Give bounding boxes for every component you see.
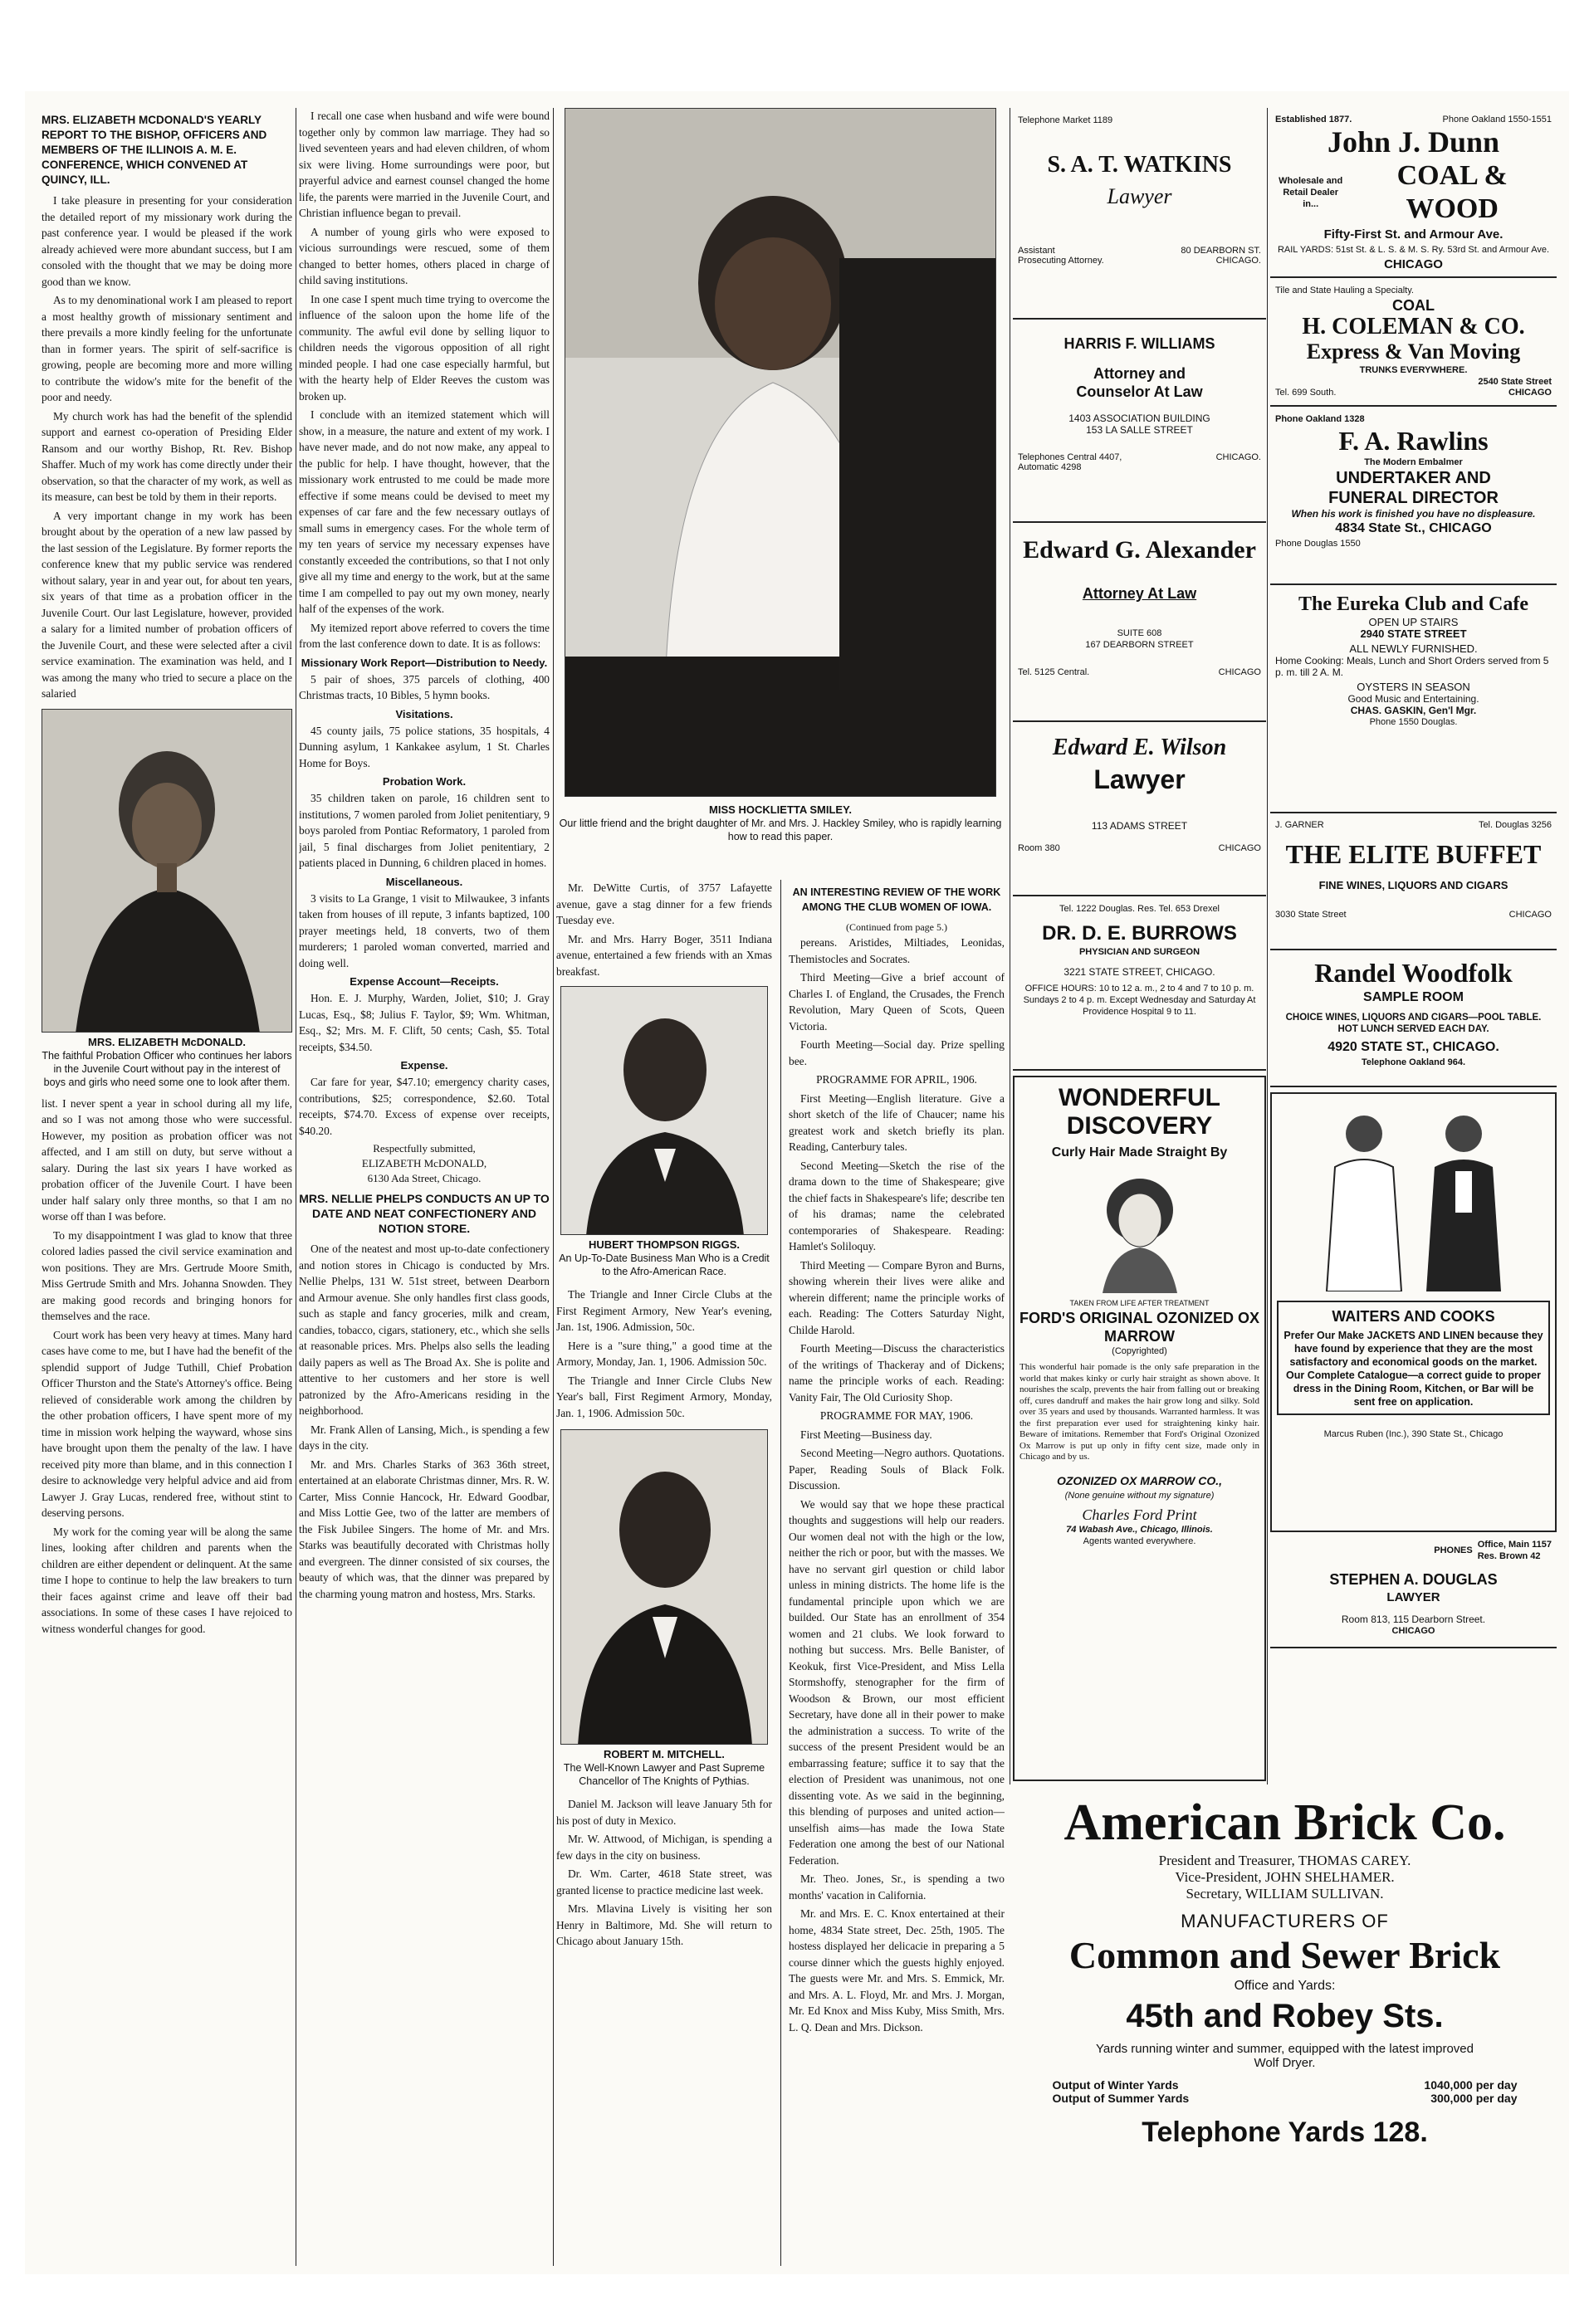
ad-city: CHICAGO xyxy=(1384,257,1443,271)
ad-signature: Charles Ford Print xyxy=(1082,1506,1197,1523)
ad-body: Prefer Our Make JACKETS AND LINEN because they have found by experience that they are the most satisfactory and economical goods on the market. Our Complete Catalogue—a correct guide to proper dress in the Dining Room, Kitchen, or Bar will be sent free on application. xyxy=(1284,1330,1543,1408)
caption-name: ROBERT M. MITCHELL. xyxy=(604,1748,725,1760)
ad-phone: Office, Main 1157 xyxy=(1477,1540,1552,1550)
ad-product: FORD'S ORIGINAL OZONIZED OX MARROW xyxy=(1019,1310,1259,1345)
ad-text: CHICAGO xyxy=(1508,388,1552,398)
paragraph: To my disappointment I was glad to know that three colored ladies passed the civil service examination and won positions. They are Mrs. Gertrude Moore Smith, Miss Gertrude Smith and Mrs. Johanna Snowden. They are making good records and bringing honors for themselves and the race. xyxy=(42,1228,292,1322)
ad-officer: Vice-President, JOHN SHELHAMER. xyxy=(1175,1869,1395,1885)
caption-name: MRS. ELIZABETH McDONALD. xyxy=(88,1035,246,1048)
ad-text: PHONES xyxy=(1434,1545,1473,1555)
ad-name: THE ELITE BUFFET xyxy=(1285,839,1542,869)
caption-name: HUBERT THOMPSON RIGGS. xyxy=(588,1238,740,1251)
ad-row xyxy=(1275,115,1552,124)
ad-caption: Agents wanted everywhere. xyxy=(1083,1536,1196,1546)
paragraph: We would say that we hope these practical thoughts and suggestions will help our readers. Our women deal not with the high or the low, neither the rich or poor, but with the masses. We have no servant girl question or child labor unless in mining districts. The home life is the fundamental principle upon which we are builded. Our State has an enrollment of 354 women and 21 clubs. We look forward to nothing but success. Mrs. Belle Banister, of Keokuk, first Vice-President, and Miss Lella Stormshoffy, stenographer for the firm of Woodson & Brown, our most efficient Secretary, have done all in their power to make the administration a success. To write of the success of the present President would be an embarrassing feature; suffice it to say that the election of President was unanimous, not one dissenting vote. As we said in the beginning, this blending of purposes and united action—unselfish aims—has made the Iowa State Federation one among the best of our National Federation. xyxy=(789,1497,1005,1867)
ad-text: OYSTERS IN SEASON xyxy=(1357,681,1470,693)
ad-address: 113 ADAMS STREET xyxy=(1091,820,1188,832)
ad-title: LAWYER xyxy=(1386,1590,1440,1604)
column-rule xyxy=(553,108,554,2266)
ad-phone: Telephone Oakland 964. xyxy=(1361,1057,1466,1067)
ad-text: CHICAGO xyxy=(1508,910,1552,920)
receipts-title: Expense Account—Receipts. xyxy=(350,975,499,988)
paragraph: Mrs. Mlavina Lively is visiting her son Henry in Baltimore, Md. She will return to Chicago about January 15th. xyxy=(556,1902,772,1947)
paragraph: Mr. W. Attwood, of Michigan, is spending a few days in the city on business. xyxy=(556,1833,772,1862)
watkins-ad xyxy=(1013,108,1266,320)
ad-phone: Tel. 1222 Douglas. Res. Tel. 653 Drexel xyxy=(1059,904,1220,914)
ad-product: COAL xyxy=(1392,297,1435,314)
paragraph: One of the neatest and most up-to-date confectionery and notion stores in Chicago is conducted by Mrs. Nellie Phelps, 131 W. 51st street, between Dearborn and Armour avenue. She only handles first class goods, such as staple and fancy groceries, milk and cream, candies, tobacco, cigars, stationery, etc., which she sells at reasonable prices. Mrs. Phelps also sells the leading daily papers as well as The Broad Ax. She is polite and attentive to her customers and her store is well patronized by the Afro-Americans residing in the neighborhood. xyxy=(299,1243,550,1417)
ford-ox-marrow-ad xyxy=(1013,1076,1266,1781)
paragraph: I recall one case when husband and wife were bound together only by common law marriage. They had so lived seventeen years and had eleven children, of whom six were living. Home surroundings were poor, but prayerful advice and earnest counsel changed the home life, the parents were married in the Juvenile Court, and Christian influence began to prevail. xyxy=(299,110,550,219)
ad-address: 45th and Robey Sts. xyxy=(1126,1998,1444,2034)
ad-address: 153 LA SALLE STREET xyxy=(1086,424,1193,436)
report-title: Missionary Work Report—Distribution to Needy. xyxy=(301,656,548,669)
ad-text: Room 380 xyxy=(1018,843,1060,853)
paragraph: I conclude with an itemized statement which will show, in a measure, the nature and extent of my work. I have never made, and do not now make, any appeal to the public for help. I have thought, however, that the missionary work entrusted to me could be made more effective if some means could be devised to meet my expenses of car fare and the few necessary outlays of small sums in emergency cases. For the whole term of my ten years of service my necessary expenses have constantly exceeded the contributions, so that I not only give all my time and energy to the work, but at the same time I am compelled to pay out my own money, nearly half of the expenses of the work. xyxy=(299,408,550,615)
ad-body: Home Cooking: Meals, Lunch and Short Orders served from 5 p. m. till 2 A. M. xyxy=(1275,655,1549,678)
paragraph: list. I never spent a year in school during all my life, and so I was not among those who were successful. However, my position as probation officer was not affected, and I am still on duty, but serve without a salary. During the last six years I have worked as probation officer of the Juvenile Court. I have been under half salary only three months, so that I am no worse off than I was before. xyxy=(42,1096,292,1223)
ad-title: PHYSICIAN AND SURGEON xyxy=(1078,947,1200,957)
paragraph: 35 children taken on parole, 16 children sent to institutions, 7 women paroled from Joliet penitentiary, 9 boys paroled from Pontiac Reformatory, 1 paroled from jail, 5 final discharges from Joliet penitentiary, 2 patients placed in Dunning, 6 children placed in homes. xyxy=(299,792,550,869)
man-portrait-image xyxy=(561,1430,768,1745)
column-3-top xyxy=(556,108,1005,896)
signature-name: ELIZABETH McDONALD, xyxy=(361,1157,487,1169)
paragraph: 3 visits to La Grange, 1 visit to Milwaukee, 3 infants taken from houses of ill repute, 3 infants baptized, 100 prayer meetings held, 18 converts, two of them murderers; 1 paroled woman converted, married and doing well. xyxy=(299,891,550,969)
smiley-portrait xyxy=(565,108,996,797)
american-brick-ad xyxy=(1013,1793,1557,2151)
column-rule xyxy=(1267,108,1268,1784)
ad-title: Attorney At Law xyxy=(1082,585,1197,602)
waiters-illustration xyxy=(1289,1101,1538,1291)
ad-address: Fifty-First St. and Armour Ave. xyxy=(1323,227,1504,242)
ad-officer: President and Treasurer, THOMAS CAREY. xyxy=(1158,1853,1411,1868)
paragraph: In one case I spent much time trying to overcome the influence of the saloon upon the home life of the community. The awful evil done by selling liquor to children needs the vigorous opposition of all right minded people. I had one case especially harmful, but with the hearty help of Elder Reeves the custom was broken up. xyxy=(299,292,550,403)
ad-phone: Telephone Market 1189 xyxy=(1018,115,1113,125)
paragraph: First Meeting—English literature. Give a short sketch of the life of Chaucer; name his greatest work and sketch briefly its plan. Reading, Canterbury tales. xyxy=(789,1091,1005,1153)
caption-text: Our little friend and the bright daughter of Mr. and Mrs. J. Hackley Smiley, who is rapidly learning how to read this paper. xyxy=(559,818,1002,842)
ad-name: STEPHEN A. DOUGLAS xyxy=(1329,1571,1498,1588)
eureka-ad xyxy=(1270,585,1557,813)
output-table xyxy=(1053,2078,1518,2105)
ad-title: Lawyer xyxy=(1107,184,1172,208)
ad-text: Assistant xyxy=(1018,246,1055,256)
paragraph: A number of young girls who were exposed to vicious surroundings were rescued, some of them changed to better homes, others placed in charge of child saving institutions. xyxy=(299,225,550,286)
mitchell-caption xyxy=(556,1748,772,1788)
ad-hours: OFFICE HOURS: 10 to 12 a. m., 2 to 4 and 7 to 10 p. m. Sundays 2 to 4 p. m. Except Wednesday and Saturday At Providence Hospital 9 to 11. xyxy=(1023,984,1256,1017)
ad-phone: Res. Brown 42 xyxy=(1477,1551,1541,1561)
ad-body: This wonderful hair pomade is the only safe preparation in the world that makes kinky or curly hair straight as shown above. It nourishes the scalp, prevents the hair from falling out or breaking off, cures dandruff and makes the hair grow long and silky. Sold over 35 years and used by thousands. Warranted harmless. It was the first preparation ever used for straightening kinky hair. Beware of imitations. Remember that Ford's Original Ozonized Ox Marrow is put up only in fifty cent size, made only in Chicago and by us. xyxy=(1019,1362,1259,1462)
ad-title: FINE WINES, LIQUORS AND CIGARS xyxy=(1318,879,1508,891)
ad-firm: OZONIZED OX MARROW CO., xyxy=(1056,1473,1223,1487)
ad-text: Tel. 5125 Central. xyxy=(1018,667,1090,677)
paragraph: Second Meeting—Sketch the rise of the drama down to the time of Shakespeare; give the chief facts in Shakespeare's life; describe ten of his dramas; name the celebrated contemporaries of Shakespeare. Reading: Hamlet's Soliloquy. xyxy=(789,1159,1005,1252)
ad-text: Wholesale and Retail Dealer in... xyxy=(1279,176,1343,209)
column-3b xyxy=(789,880,1005,2258)
paragraph: Mr. and Mrs. Harry Boger, 3511 Indiana avenue, entertained a few friends with an Xmas breakfast. xyxy=(556,932,772,978)
ad-title: Counselor At Law xyxy=(1076,383,1203,400)
waiters-ad xyxy=(1270,1092,1557,1532)
ad-product: COAL & WOOD xyxy=(1396,160,1508,224)
ad-row xyxy=(1275,820,1552,830)
ad-text: Good Music and Entertaining. xyxy=(1347,693,1479,705)
ad-title: The Modern Embalmer xyxy=(1364,457,1463,467)
paragraph: pereans. Aristides, Miltiades, Leonidas, Themistocles and Socrates. xyxy=(789,936,1005,965)
visitations-title: Visitations. xyxy=(395,707,453,720)
mcdonald-caption xyxy=(42,1036,292,1089)
ad-name: Edward E. Wilson xyxy=(1052,735,1227,760)
ad-caption: (Copyrighted) xyxy=(1112,1346,1167,1356)
ad-text: Yards running winter and summer, equipped with the latest improved Wolf Dryer. xyxy=(1096,2042,1474,2070)
ad-text: CHICAGO xyxy=(1218,843,1261,853)
ad-name: H. COLEMAN & CO. xyxy=(1302,314,1525,339)
ad-text: CHICAGO. xyxy=(1215,452,1261,462)
probation-title: Probation Work. xyxy=(382,775,467,788)
paragraph: First Meeting—Business day. xyxy=(800,1428,932,1441)
paragraph: Third Meeting—Give a brief account of Charles I. of England, the Crusades, the French Revolution, Mary Queen of Scots, Queen Victoria. xyxy=(789,971,1005,1033)
ad-text: CHAS. GASKIN, Gen'l Mgr. xyxy=(1350,705,1477,716)
output-row xyxy=(1053,2078,1518,2092)
paragraph: As to my denominational work I am pleased to report a most healthy growth of missionary sentiment and there prevails a more kindly feeling for the unfortunate than in former years. The spirit of self-sacrifice is growing, people are becoming more and more willing to contribute the widow's mite for the benefit of the poor and needy. xyxy=(42,294,292,403)
riggs-portrait xyxy=(560,986,768,1235)
ad-firm: Marcus Ruben (Inc.), 390 State St., Chicago xyxy=(1323,1429,1504,1439)
paragraph: Mr. Theo. Jones, Sr., is spending a two months' vacation in California. xyxy=(789,1872,1005,1902)
ad-address: 1403 ASSOCIATION BUILDING xyxy=(1068,413,1210,424)
caption-text: An Up-To-Date Business Man Who is a Credit to the Afro-American Race. xyxy=(559,1252,770,1277)
ad-row xyxy=(1018,246,1261,256)
ad-row xyxy=(1275,1539,1552,1562)
newspaper-page xyxy=(25,91,1569,2274)
dunn-ad xyxy=(1270,108,1557,278)
paragraph: PROGRAMME FOR MAY, 1906. xyxy=(819,1409,974,1422)
ad-text: J. GARNER xyxy=(1275,820,1324,830)
ad-subhead: Curly Hair Made Straight By xyxy=(1051,1145,1228,1160)
ad-address: 74 Wabash Ave., Chicago, Illinois. xyxy=(1066,1524,1213,1535)
ad-name: John J. Dunn xyxy=(1327,125,1500,159)
ad-address: 3221 STATE STREET, CHICAGO. xyxy=(1063,966,1215,978)
ad-address: RAIL YARDS: 51st St. & L. S. & M. S. Ry. 53rd St. and Armour Ave. xyxy=(1277,245,1550,255)
paragraph: Second Meeting—Negro authors. Quotations. Paper, Reading Souls of Black Folk. Discussion. xyxy=(789,1447,1005,1492)
ad-text: CHICAGO. xyxy=(1215,256,1261,266)
caption-name: MISS HOCKLIETTA SMILEY. xyxy=(709,803,852,816)
ad-text: Office and Yards: xyxy=(1234,1979,1336,1993)
ad-text: TRUNKS EVERYWHERE. xyxy=(1359,365,1468,375)
burrows-ad xyxy=(1013,896,1266,1071)
expense-title: Expense. xyxy=(400,1059,448,1072)
ad-name: S. A. T. WATKINS xyxy=(1047,152,1232,178)
paragraph: Daniel M. Jackson will leave January 5th for his post of duty in Mexico. xyxy=(556,1798,772,1827)
elite-buffet-ad xyxy=(1270,813,1557,950)
ad-slogan: When his work is finished you have no displeasure. xyxy=(1291,508,1536,520)
ad-city: CHICAGO xyxy=(1391,1626,1435,1636)
alexander-ad xyxy=(1013,523,1266,722)
output-value: 1040,000 per day xyxy=(1424,2078,1518,2092)
williams-ad xyxy=(1013,320,1266,523)
caption-text: The faithful Probation Officer who continues her labors in the Juvenile Court without pay in the interest of boys and girls who need some one to look after them. xyxy=(42,1049,292,1088)
smiley-caption xyxy=(556,803,1005,843)
paragraph: Mr. and Mrs. E. C. Knox entertained at their home, 4834 State street, Dec. 25th, 1905. The hostess displayed her delicacie in preparing a 5 course dinner which the guests highly enjoyed. The guests were Mr. and Mrs. S. Emmick, Mr. and Mrs. A. L. Floyd, Mr. and Mrs. J. Morgan, Mr. Ed Knox and Miss Kuby, Miss Smith, Mrs. L. Q. Dean and Mrs. Dickson. xyxy=(789,1907,1005,2034)
phelps-headline: MRS. NELLIE PHELPS CONDUCTS AN UP TO DATE AND NEAT CONFECTIONERY AND NOTION STORE. xyxy=(299,1192,550,1235)
ad-text: MANUFACTURERS OF xyxy=(1181,1911,1389,1931)
ad-name: DR. D. E. BURROWS xyxy=(1042,922,1237,945)
paragraph: Mr. Frank Allen of Lansing, Mich., is spending a few days in the city. xyxy=(299,1423,550,1452)
paragraph: PROGRAMME FOR APRIL, 1906. xyxy=(816,1073,977,1086)
douglas-ad xyxy=(1270,1532,1557,1648)
ad-caption: TAKEN FROM LIFE AFTER TREATMENT xyxy=(1069,1299,1210,1307)
paragraph: The Triangle and Inner Circle Clubs at the First Regiment Armory, New Year's evening, Jan. 1st, 1906. Admission, 50c. xyxy=(556,1288,772,1333)
rawlins-ad xyxy=(1270,407,1557,585)
ad-title: Lawyer xyxy=(1093,764,1186,794)
ad-address: 2540 State Street xyxy=(1478,377,1552,387)
ad-name: Randel Woodfolk xyxy=(1314,958,1513,988)
ad-name: American Brick Co. xyxy=(1063,1794,1506,1851)
ad-product: Common and Sewer Brick xyxy=(1068,1934,1501,1976)
ad-text: CHICAGO xyxy=(1218,667,1261,677)
ad-headline: WONDERFUL xyxy=(1059,1084,1220,1111)
paragraph: The Triangle and Inner Circle Clubs New Year's ball, First Regiment Armory, Monday, Jan. 1, 1906. Admission 50c. xyxy=(556,1374,772,1419)
ad-phone: Phone 1550 Douglas. xyxy=(1369,717,1458,727)
ad-text: Telephones Central 4407, Automatic 4298 xyxy=(1018,452,1122,472)
ad-row xyxy=(1275,388,1552,398)
woman-engraving-image xyxy=(1086,1169,1194,1293)
waiters-box xyxy=(1277,1301,1550,1415)
paragraph: Fourth Meeting—Social day. Prize spelling bee. xyxy=(789,1038,1005,1067)
ad-text: Established 1877. xyxy=(1275,115,1352,124)
ad-text: Tile and State Hauling a Specialty. xyxy=(1275,286,1414,295)
mcdonald-headline: MRS. ELIZABETH MCDONALD'S YEARLY REPORT TO THE BISHOP, OFFICERS AND MEMBERS OF THE ILLINOIS A. M. E. CONFERENCE, WHICH CONVENED AT QUINCY, ILL. xyxy=(42,114,267,186)
column-rule xyxy=(780,880,781,2266)
paragraph: Here is a "sure thing," a good time at the Armory, Monday, Jan. 1, 1906. Admission 50c. xyxy=(556,1339,772,1368)
ad-phones xyxy=(1478,1539,1552,1562)
ad-text: ALL NEWLY FURNISHED. xyxy=(1349,642,1478,655)
ads-column-left xyxy=(1013,108,1266,1784)
review-headline: AN INTERESTING REVIEW OF THE WORK AMONG THE CLUB WOMEN OF IOWA. xyxy=(792,886,1001,913)
ad-phone: Phone Oakland 1328 xyxy=(1275,414,1365,424)
ad-officer: Secretary, WILLIAM SULLIVAN. xyxy=(1186,1886,1384,1902)
paragraph: Dr. Wm. Carter, 4618 State street, was granted license to practice medicine last week. xyxy=(556,1868,772,1897)
child-portrait-image xyxy=(565,109,996,797)
woman-portrait-image xyxy=(42,710,292,1033)
ad-title: FUNERAL DIRECTOR xyxy=(1328,489,1499,507)
ad-text: Phone Oakland 1550-1551 xyxy=(1442,115,1552,124)
ad-address: 167 DEARBORN STREET xyxy=(1085,640,1194,650)
wilson-ad xyxy=(1013,722,1266,896)
ad-headline: WAITERS AND COOKS xyxy=(1332,1308,1495,1325)
paragraph: My itemized report above referred to covers the time from the last conference down to date. It is as follows: xyxy=(299,621,550,650)
mitchell-portrait xyxy=(560,1429,768,1745)
output-row xyxy=(1053,2092,1518,2105)
continued-note: (Continued from page 5.) xyxy=(846,921,947,933)
ad-title: UNDERTAKER AND xyxy=(1336,469,1491,487)
ad-name: Edward G. Alexander xyxy=(1023,536,1256,564)
woodfolk-ad xyxy=(1270,950,1557,1087)
paragraph: I take pleasure in presenting for your consideration the detailed report of my missionary work during the past conference year. I would be pleased if the work already achieved were more abundant success, but I am consoled with the thought that we may be doing more good than we know. xyxy=(42,194,292,288)
column-3a xyxy=(556,880,772,2258)
ad-address: 2940 STATE STREET xyxy=(1360,627,1467,640)
ad-text: 80 DEARBORN ST. xyxy=(1181,246,1261,256)
ad-body: CHOICE WINES, LIQUORS AND CIGARS—POOL TABLE. HOT LUNCH SERVED EACH DAY. xyxy=(1285,1013,1542,1034)
ad-name: HARRIS F. WILLIAMS xyxy=(1063,335,1215,352)
output-label: Output of Winter Yards xyxy=(1052,2078,1179,2092)
paragraph: 5 pair of shoes, 375 parcels of clothing, 400 Christmas tracts, 10 Bibles, 5 hymn books. xyxy=(299,672,550,701)
ad-row xyxy=(1018,452,1261,472)
paragraph: Mr. and Mrs. Charles Starks of 363 36th street, entertained at an elaborate Christmas dinner, Mrs. R. W. Carter, Miss Connie Hancock, Hr. Edward Goodbar, and Miss Lottie Gee, two of the latter are members of the Fisk Jubilee Singers. The home of Mr. and Mrs. Starks was beautifully decorated with Christmas holly and evergreen. The dinner consisted of six courses, the beauty of which was, that the dinner was prepared by the charming young matron and hostess, Mrs. Starks. xyxy=(299,1457,550,1600)
riggs-caption xyxy=(556,1238,772,1278)
ad-address: SUITE 608 xyxy=(1117,628,1162,638)
ad-address: 4834 State St., CHICAGO xyxy=(1335,521,1492,535)
signature-address: 6130 Ada Street, Chicago. xyxy=(367,1172,482,1184)
ad-headline: DISCOVERY xyxy=(1066,1112,1213,1140)
misc-title: Miscellaneous. xyxy=(385,875,463,888)
ad-row xyxy=(1018,843,1261,853)
signature-line: Respectfully submitted, xyxy=(373,1142,476,1155)
paragraph: Court work has been very heavy at times. Many hard cases have come to me, but I have had the benefit of the splendid support of Judge Tuthill, Chief Probation Officer Thurston and the State's Attorney's office. Being relieved of considerable work among the children by the other probation officers, I have spent more of my time in mission work helping the wayward, whose sins have brought upon them the penalty of the law. I have received pity more than blame, and in this connection I desire to acknowledge very helpful advice and aid from Lawyer J. Gray Lucas, rendered free, without stint to deserving persons. xyxy=(42,1328,292,1519)
ad-row xyxy=(1275,159,1552,226)
ad-address: 4920 STATE ST., CHICAGO. xyxy=(1328,1040,1499,1054)
paragraph: Car fare for year, $47.10; emergency charity cases, contributions, $25; correspondence, $2.60. Total receipts, $74.70. Excess of expense over receipts, $40.20. xyxy=(299,1076,550,1137)
paragraph: Hon. E. J. Murphy, Warden, Joliet, $10; J. Gray Lucas, Esq., $8; Julius F. Taylor, $9; Wm. Whitman, Esq., $2; Mrs. M. F. Clift, 50 cents; Cash, $5. Total receipts, $34.50. xyxy=(299,992,550,1053)
ad-text: 3030 State Street xyxy=(1275,910,1347,920)
output-value: 300,000 per day xyxy=(1430,2092,1518,2105)
ad-phone: Telephone Yards 128. xyxy=(1142,2116,1428,2148)
paragraph: My church work has had the benefit of the splendid support and earnest co-operation of Presiding Elder Ransom and our worthy Bishop, Rt. Rev. Bishop Shaffer. Much of my work has come directly under their observation, so that the character of my work, as well as its measure, can best be told by them in their reports. xyxy=(42,409,292,503)
ad-text: OPEN UP STAIRS xyxy=(1368,616,1459,628)
paragraph: Fourth Meeting—Discuss the characteristics of the writings of Thackeray and of Dickens; name the principle works of each. Reading: Vanity Fair, The Old Curiosity Shop. xyxy=(789,1342,1005,1404)
paragraph: 45 county jails, 75 police stations, 35 hospitals, 4 Dunning asylum, 1 Kankakee asylum, 1 St. Charles Home for Boys. xyxy=(299,724,550,769)
ad-name: F. A. Rawlins xyxy=(1338,426,1489,456)
ad-text: Tel. Douglas 3256 xyxy=(1478,820,1552,830)
ad-text: Tel. 699 South. xyxy=(1275,388,1337,398)
ad-row xyxy=(1018,256,1261,266)
coleman-ad xyxy=(1270,278,1557,407)
ad-name: The Eureka Club and Cafe xyxy=(1298,593,1528,615)
paragraph: A very important change in my work has been brought about by the operation of a new law passed by the last session of the Legislature. By former reports the conference knew that my public service was rendered without salary, year in and year out, for about ten years, six years of that time as a probation officer in the Juvenile Court. Our last Legislature, however, provided a salary for a limited number of probation officers of the Juvenile Court, and these were selected after a civil service examination. The examination was held, and I was among the many who tried to secure a place on the salaried xyxy=(42,509,292,700)
mcdonald-portrait xyxy=(42,709,292,1033)
paragraph: Third Meeting — Compare Byron and Burns, showing wherein their lives were alike and wherein different; name the principle works of each. Reading: The Cotters Saturday Night, Childe Harold. xyxy=(789,1258,1005,1336)
ad-phone: Phone Douglas 1550 xyxy=(1275,539,1361,549)
ads-column-right xyxy=(1270,108,1557,1784)
man-portrait-image xyxy=(561,987,768,1235)
caption-text: The Well-Known Lawyer and Past Supreme Chancellor of The Knights of Pythias. xyxy=(563,1762,765,1787)
ad-row xyxy=(1018,667,1261,677)
output-label: Output of Summer Yards xyxy=(1052,2092,1190,2105)
column-1 xyxy=(42,108,292,2274)
paragraph: Mr. DeWitte Curtis, of 3757 Lafayette avenue, gave a stag dinner for a few friends Tuesday eve. xyxy=(556,881,772,926)
ad-address: Room 813, 115 Dearborn Street. xyxy=(1341,1614,1486,1625)
paragraph: My work for the coming year will be along the same lines, looking after children and parents when the children are either dependent or delinquent. At the same time I hope to continue to help the law breakers to turn their faces against crime and leave off their bad associations. In some of these cases I have rejoiced to witness wonderful changes for good. xyxy=(42,1525,292,1635)
ad-title: Attorney and xyxy=(1093,365,1186,382)
ad-title: Express & Van Moving xyxy=(1306,339,1521,364)
column-2 xyxy=(299,108,550,2274)
ad-text: Prosecuting Attorney. xyxy=(1018,256,1104,266)
ad-row xyxy=(1275,910,1552,920)
ad-caption: (None genuine without my signature) xyxy=(1064,1490,1215,1501)
ad-title: SAMPLE ROOM xyxy=(1363,990,1464,1004)
